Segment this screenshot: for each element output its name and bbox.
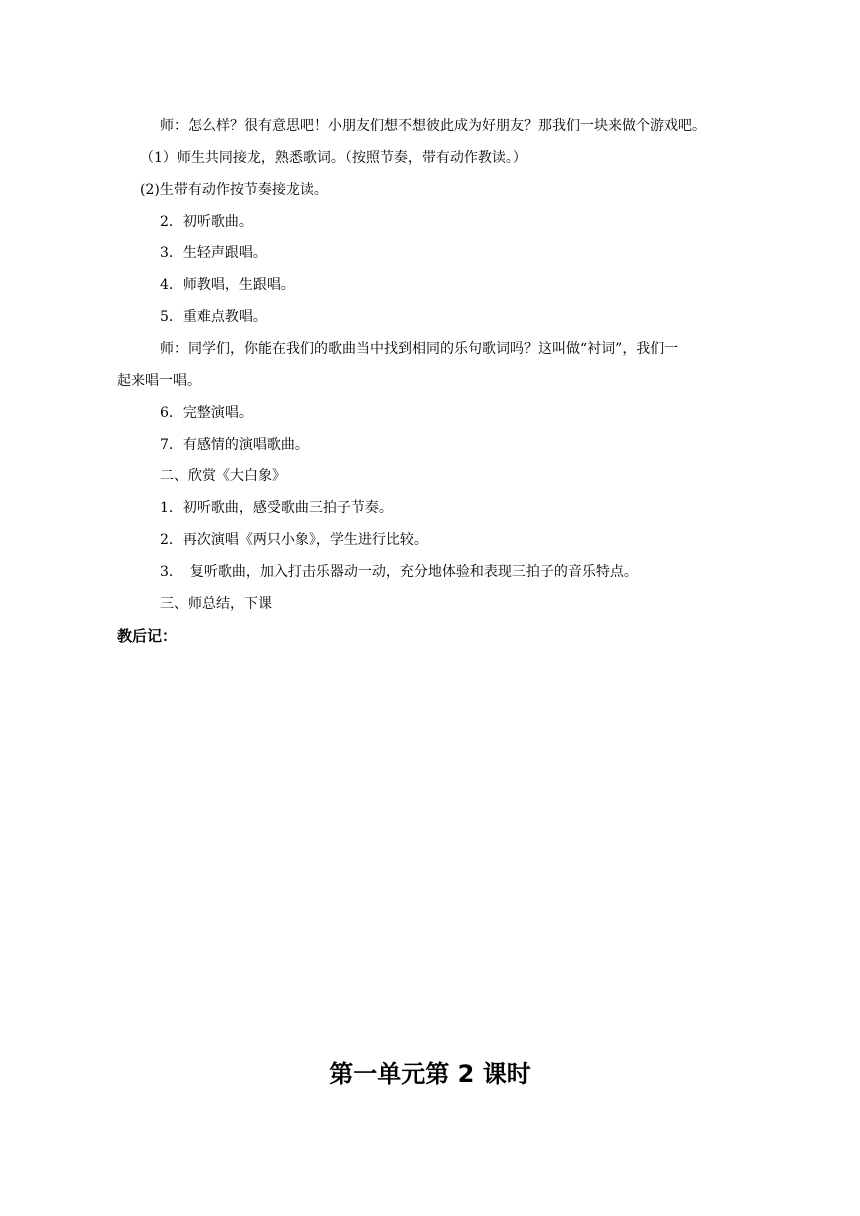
- section-heading-summary: 三、师总结，下课: [160, 596, 272, 612]
- list-item-appreciate-1: 1．初听歌曲，感受歌曲三拍子节奏。: [160, 500, 393, 516]
- list-item-appreciate-2: 2．再次演唱《两只小象》，学生进行比较。: [160, 532, 428, 548]
- paragraph-teacher-intro: 师：怎么样？很有意思吧！小朋友们想不想彼此成为好朋友？那我们一块来做个游戏吧。: [160, 118, 706, 134]
- after-class-label: 教后记：: [117, 627, 178, 645]
- paragraph-teacher-question: 师：同学们，你能在我们的歌曲当中找到相同的乐句歌词吗？这叫做“衬词”，我们一: [160, 341, 679, 357]
- list-item-5: 5．重难点教唱。: [160, 309, 267, 325]
- next-lesson-title: 第一单元第 2 课时: [329, 1060, 531, 1088]
- list-item-7: 7．有感情的演唱歌曲。: [160, 437, 309, 453]
- list-item-appreciate-3: 3． 复听歌曲，加入打击乐器动一动，充分地体验和表现三拍子的音乐特点。: [160, 564, 638, 580]
- section-heading-appreciate: 二、欣赏《大白象》: [160, 468, 286, 484]
- paragraph-step-2: (2)生带有动作按节奏接龙读。: [140, 182, 328, 198]
- paragraph-teacher-question-cont: 起来唱一唱。: [117, 373, 201, 389]
- paragraph-step-1: （1）师生共同接龙，熟悉歌词。（按照节奏，带有动作教读。）: [140, 150, 527, 166]
- list-item-4: 4．师教唱，生跟唱。: [160, 277, 295, 293]
- list-item-2: 2．初听歌曲。: [160, 214, 253, 230]
- list-item-3: 3．生轻声跟唱。: [160, 245, 267, 261]
- list-item-6: 6．完整演唱。: [160, 405, 253, 421]
